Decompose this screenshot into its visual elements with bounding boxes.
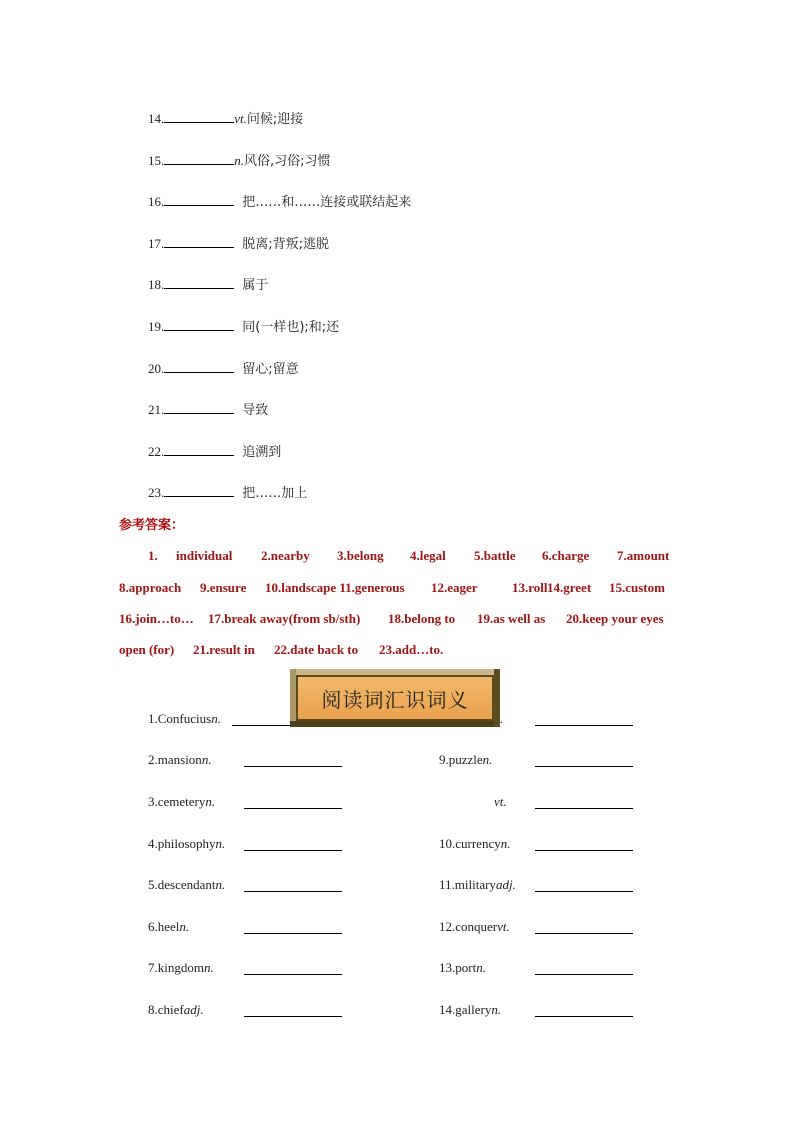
answer-blank[interactable]	[244, 933, 342, 934]
vocab-word	[439, 1002, 501, 1018]
word: 6.heel	[148, 919, 180, 934]
answer-item: 20.keep your eyes	[566, 611, 664, 626]
part-of-speech: n.	[234, 153, 244, 168]
vocab-word	[500, 711, 503, 727]
word: 14.gallery	[439, 1002, 492, 1017]
answer-blank[interactable]	[244, 1016, 342, 1017]
section-banner	[290, 669, 500, 727]
answer-blank[interactable]	[164, 401, 234, 414]
item-number: 19.	[148, 319, 165, 334]
answer-blank[interactable]	[535, 850, 633, 851]
fill-item	[148, 360, 299, 378]
answer-item: 10.landscape 11.generous	[265, 580, 405, 595]
answer-blank[interactable]	[164, 235, 234, 248]
answer-blank[interactable]	[164, 276, 234, 289]
part-of-speech: n.	[211, 711, 221, 726]
answer-item: 23.add…to.	[379, 642, 444, 657]
part-of-speech: adj.	[183, 1002, 204, 1017]
part-of-speech: n.	[215, 836, 226, 851]
word: 4.philosophy	[148, 836, 216, 851]
vocab-word	[439, 919, 510, 935]
answer-item: 16.join…to…	[119, 611, 194, 626]
answer-item: open (for)	[119, 642, 175, 657]
vocab-word	[439, 752, 492, 768]
word: 1.Confucius	[148, 711, 212, 726]
answer-blank[interactable]	[535, 725, 633, 726]
answer-item: 1.	[148, 548, 158, 563]
answer-blank[interactable]	[164, 152, 234, 165]
part-of-speech: n.	[482, 752, 493, 767]
part-of-speech: vt.	[494, 794, 507, 809]
part-of-speech: n.	[491, 1002, 502, 1017]
meaning: 把……加上	[242, 486, 308, 501]
part-of-speech: adj.	[495, 877, 516, 892]
meaning: 属于	[242, 278, 269, 293]
part-of-speech: n.	[179, 919, 190, 934]
item-number: 20.	[148, 361, 165, 376]
fill-item	[148, 318, 339, 336]
answer-item: individual	[176, 548, 233, 563]
item-number: 18.	[148, 277, 165, 292]
word: 5.descendant	[148, 877, 216, 892]
vocab-word	[439, 877, 516, 893]
answer-blank[interactable]	[244, 808, 342, 809]
answer-blank[interactable]	[164, 193, 234, 206]
vocab-word	[494, 794, 507, 810]
answer-item: 7.amount	[617, 548, 670, 563]
answer-item: 3.belong	[337, 548, 384, 563]
answer-item: 8.approach	[119, 580, 182, 595]
vocab-word	[148, 919, 189, 935]
part-of-speech: n.	[203, 960, 214, 975]
word: 10.currency	[439, 836, 501, 851]
fill-item	[148, 443, 281, 461]
answer-blank[interactable]	[535, 766, 633, 767]
word: 11.military	[439, 877, 496, 892]
answer-blank[interactable]	[164, 318, 234, 331]
answer-blank[interactable]	[244, 974, 342, 975]
item-number: 15.	[148, 153, 165, 168]
vocab-word	[148, 960, 214, 976]
item-number: 22.	[148, 444, 165, 459]
part-of-speech: vt.	[497, 919, 510, 934]
item-number: 23.	[148, 485, 165, 500]
fill-item	[148, 484, 307, 502]
answer-item: 13.roll	[512, 580, 548, 595]
fill-item	[148, 152, 331, 170]
answer-blank[interactable]	[232, 725, 292, 726]
answer-item: 17.break away(from sb/sth)	[208, 611, 361, 626]
meaning: 把……和……连接或联结起来	[242, 195, 412, 210]
word: 7.kingdom	[148, 960, 204, 975]
answer-item: 4.legal	[410, 548, 446, 563]
part-of-speech: n.	[205, 794, 216, 809]
meaning: 导致	[242, 403, 269, 418]
meaning: 同(一样也);和;还	[242, 320, 340, 335]
vocab-word	[148, 794, 215, 810]
part-of-speech: n.	[201, 752, 212, 767]
answer-blank[interactable]	[164, 484, 234, 497]
answer-blank[interactable]	[535, 933, 633, 934]
item-number: 21.	[148, 402, 165, 417]
answer-item: 6.charge	[542, 548, 590, 563]
part-of-speech: .	[500, 711, 504, 726]
vocab-word	[148, 711, 221, 727]
fill-item	[148, 110, 303, 128]
meaning: 追溯到	[242, 445, 282, 460]
word: 3.cemetery	[148, 794, 206, 809]
answer-item: 21.result in	[193, 642, 255, 657]
word: 13.port	[439, 960, 477, 975]
answer-item: 19.as well as	[477, 611, 546, 626]
word: 9.puzzle	[439, 752, 483, 767]
fill-item	[148, 401, 268, 419]
part-of-speech: n.	[215, 877, 226, 892]
answer-key-title: 参考答案：	[119, 518, 185, 533]
meaning: 风俗,习俗;习惯	[244, 154, 331, 169]
answer-blank[interactable]	[244, 850, 342, 851]
fill-item	[148, 276, 268, 294]
answer-item: 14.greet	[547, 580, 592, 595]
vocab-word	[439, 836, 510, 852]
vocab-word	[148, 752, 212, 768]
answer-blank[interactable]	[535, 891, 633, 892]
answer-item: 18.belong to	[388, 611, 456, 626]
part-of-speech: vt.	[234, 111, 247, 126]
answer-item: 5.battle	[474, 548, 516, 563]
answer-blank[interactable]	[535, 808, 633, 809]
answer-blank[interactable]	[244, 766, 342, 767]
meaning: 留心;留意	[242, 362, 299, 377]
meaning: 问候;迎接	[246, 112, 304, 127]
word: 2.mansion	[148, 752, 202, 767]
answer-blank[interactable]	[244, 891, 342, 892]
fill-item	[148, 235, 329, 253]
section-banner-title: 阅读词汇识词义	[321, 687, 469, 712]
answer-item: 15.custom	[609, 580, 665, 595]
vocab-word	[148, 877, 225, 893]
answer-blank[interactable]	[535, 974, 633, 975]
part-of-speech: n.	[476, 960, 486, 975]
answer-item: 22.date back to	[274, 642, 359, 657]
answer-item: 2.nearby	[261, 548, 310, 563]
item-number: 16.	[148, 194, 165, 209]
item-number: 14.	[148, 111, 165, 126]
fill-item	[148, 193, 411, 211]
vocab-word	[148, 1002, 204, 1018]
word: 8.chief	[148, 1002, 184, 1017]
answer-blank[interactable]	[164, 360, 234, 373]
answer-blank[interactable]	[164, 443, 234, 456]
answer-item: 9.ensure	[200, 580, 247, 595]
answer-blank[interactable]	[164, 110, 234, 123]
meaning: 脱离;背叛;逃脱	[242, 237, 330, 252]
answer-item: 12.eager	[431, 580, 478, 595]
word: 12.conquer	[439, 919, 498, 934]
part-of-speech: n.	[500, 836, 511, 851]
vocab-word	[439, 960, 486, 976]
vocab-word	[148, 836, 225, 852]
item-number: 17.	[148, 236, 165, 251]
answer-blank[interactable]	[535, 1016, 633, 1017]
